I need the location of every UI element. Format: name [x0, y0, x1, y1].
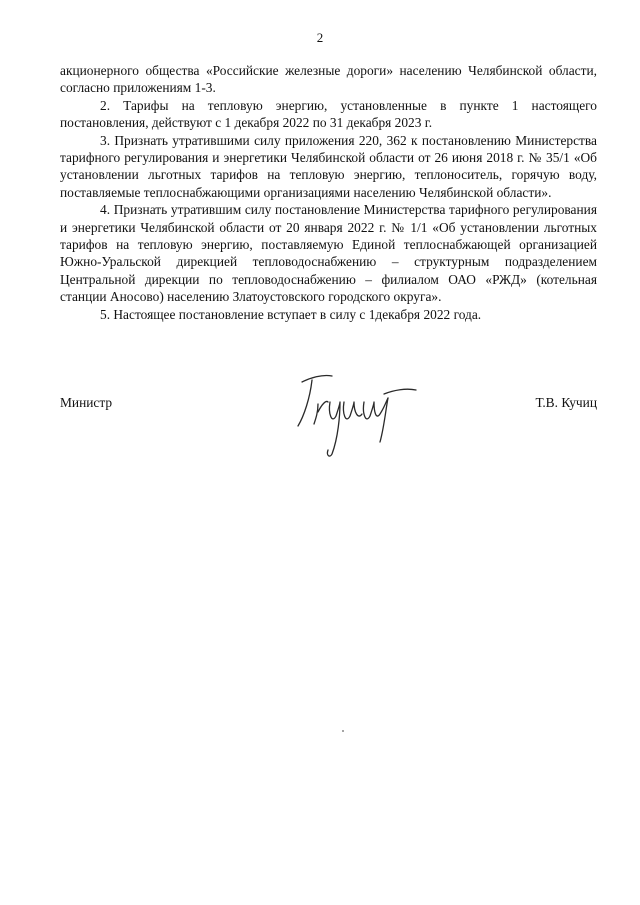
handwritten-signature [288, 368, 428, 458]
signatory-title: Министр [60, 395, 113, 410]
paragraph-item-5: 5. Настоящее постановление вступает в силу с 1декабря 2022 года. [100, 306, 482, 322]
scan-artifact-dot [342, 730, 344, 732]
page-number: 2 [316, 30, 324, 45]
document-body [60, 62, 597, 323]
signatory-name: Т.В. Кучиц [535, 395, 597, 410]
paragraph-item-2: 2. Тарифы на тепловую энергию, установленные в пункте 1 настоящего постановления, действуют с 1 декабря 2022 по 31 декабря 2023 г. [60, 97, 597, 131]
paragraph-continuation: акционерного общества «Российские железные дороги» населению Челябинской области, согласно приложениям 1-3. [60, 63, 597, 96]
paragraph-item-4: 4. Признать утратившим силу постановление Министерства тарифного регулирования и энергетики Челябинской области от 20 января 2022 г. № 1/1 «Об установлении льготных тарифов на тепловую энергию, поставляемую Единой теплоснабжающей организацией Южно-Уральской дирекцией тепловодоснабжению – структурным подразделением Центральной дирекции по тепловодоснабжению – филиалом ОАО «РЖД» (котельная станции Аносово) населению Златоустовского городского округа». [60, 202, 597, 305]
paragraph-item-3: 3. Признать утратившими силу приложения 220, 362 к постановлению Министерства тарифного регулирования и энергетики Челябинской области от 26 июня 2018 г. № 35/1 «Об установлении льготных тарифов на тепловую энергию, теплоноситель, горячую воду, поставляемые теплоснабжающими организациями населению Челябинской области». [60, 132, 597, 200]
